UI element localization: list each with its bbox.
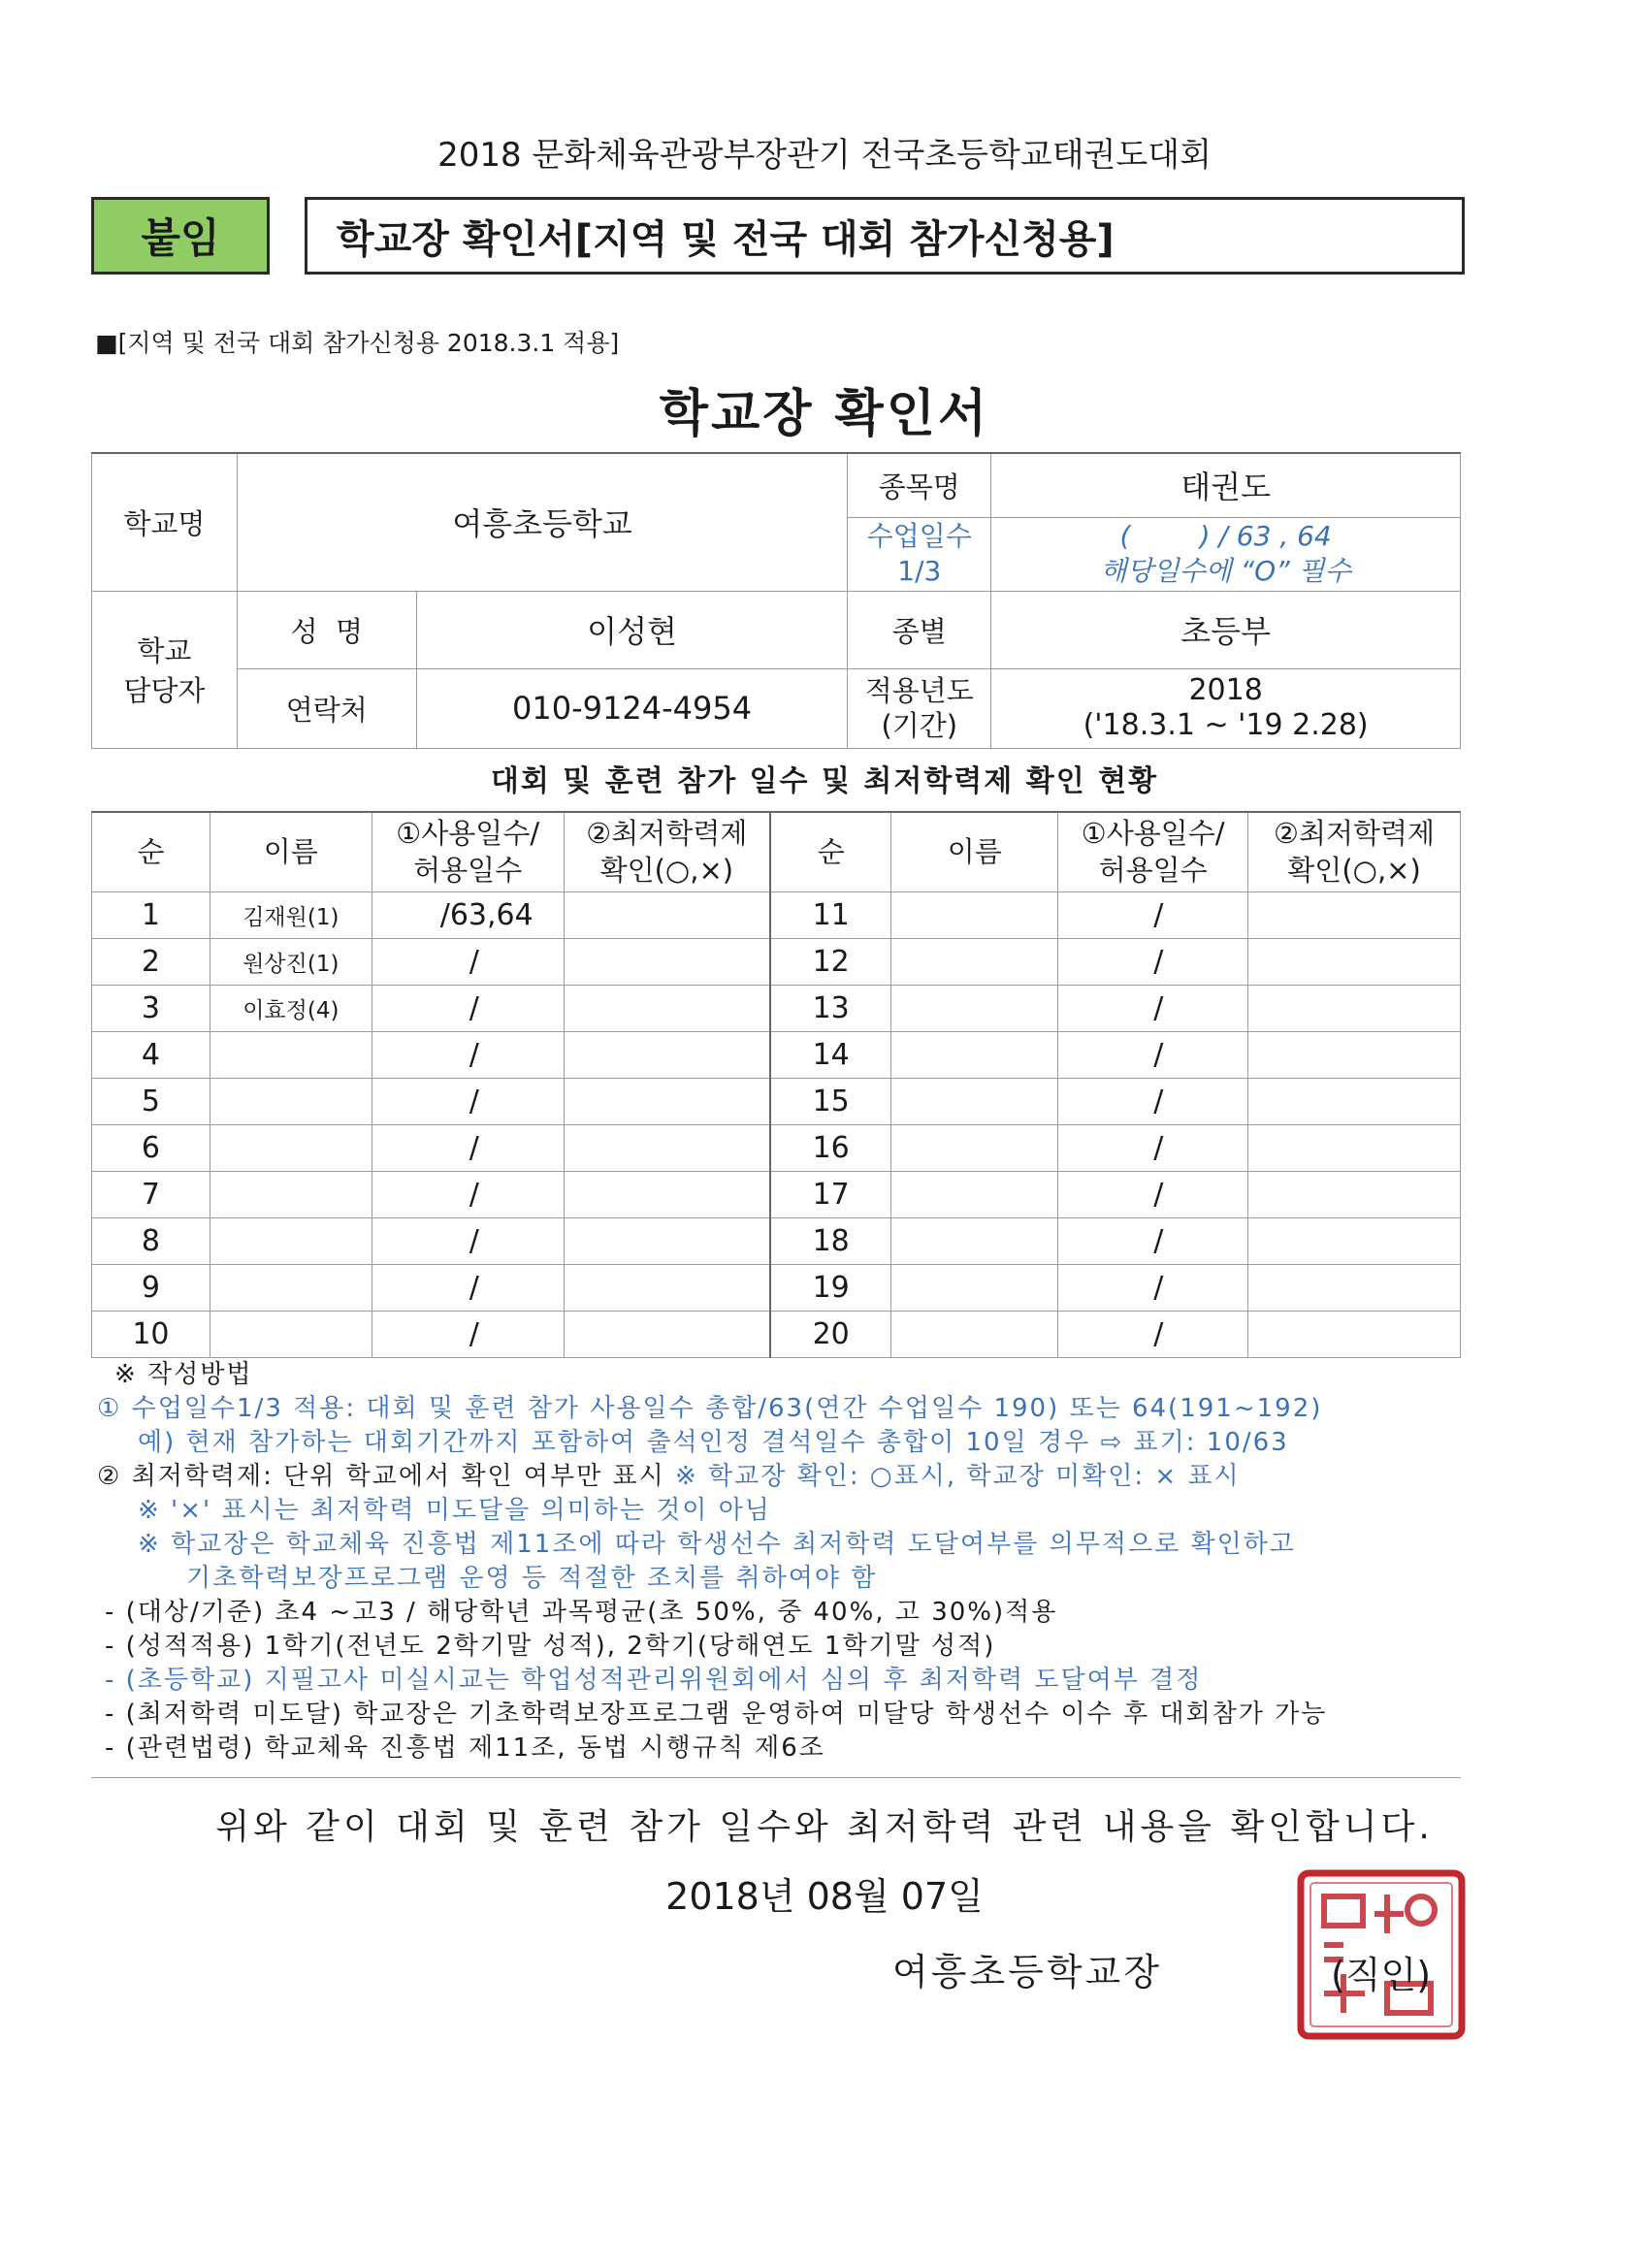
row-no: 3	[92, 985, 210, 1031]
row-no: 15	[770, 1078, 891, 1124]
contact-label: 연락처	[237, 668, 416, 748]
note-1: ① 수업일수1/3 적용: 대회 및 훈련 참가 사용일수 총합/63(연간 수업일수 190) 또는 64(191~192)	[97, 1394, 1323, 1423]
row-days: /	[1058, 1124, 1248, 1171]
row-days: /	[372, 985, 564, 1031]
row-no: 4	[92, 1031, 210, 1078]
row-min	[564, 985, 770, 1031]
row-no: 16	[770, 1124, 891, 1171]
row-days: /	[1058, 1311, 1248, 1357]
row-days: /	[1058, 1031, 1248, 1078]
event-title: 2018 문화체육관광부장관기 전국초등학교태권도대회	[437, 136, 1212, 175]
row-name: 원상진(1)	[210, 938, 372, 985]
row-name: 이효정(4)	[210, 985, 372, 1031]
row-days: /	[1058, 1171, 1248, 1217]
row-no: 10	[92, 1311, 210, 1357]
row-days: /63,64	[372, 891, 564, 938]
row-min	[1248, 985, 1461, 1031]
school-value: 여흥초등학교	[237, 453, 848, 591]
note-2-law-cont: 기초학력보장프로그램 운영 등 적절한 조치를 취하여야 함	[186, 1564, 878, 1593]
row-days: /	[372, 1078, 564, 1124]
table-row	[92, 1264, 1461, 1311]
col-min: ②최저학력제 확인(○,×)	[1248, 812, 1461, 891]
row-days: /	[372, 1031, 564, 1078]
row-name	[210, 1124, 372, 1171]
col-days: ①사용일수/ 허용일수	[372, 812, 564, 891]
row-no: 13	[770, 985, 891, 1031]
row-name	[891, 1031, 1058, 1078]
year-label: 적용년도 (기간)	[848, 668, 991, 748]
section-title: 대회 및 훈련 참가 일수 및 최저학력제 확인 현황	[490, 764, 1159, 798]
row-days: /	[372, 1311, 564, 1357]
row-no: 14	[770, 1031, 891, 1078]
row-name	[891, 1124, 1058, 1171]
row-no: 6	[92, 1124, 210, 1171]
row-min	[564, 1311, 770, 1357]
note-2-law: ※ 학교장은 학교체육 진흥법 제11조에 따라 학생선수 최저학력 도달여부를 의무적으로 확인하고	[138, 1530, 1296, 1559]
name-label: 성 명	[237, 591, 416, 668]
row-min	[564, 1031, 770, 1078]
col-min: ②최저학력제 확인(○,×)	[564, 812, 770, 891]
row-min	[564, 938, 770, 985]
row-days: /	[372, 1171, 564, 1217]
row-no: 9	[92, 1264, 210, 1311]
attachment-tag: 붙임	[91, 197, 270, 275]
note-1-example: 예) 현재 참가하는 대회기간까지 포함하여 출석인정 결석일수 총합이 10일 경우 ⇨ 표기: 10/63	[138, 1428, 1289, 1457]
class-days-label: 수업일수 1/3	[848, 517, 991, 591]
row-min	[564, 1124, 770, 1171]
row-days: /	[1058, 985, 1248, 1031]
row-days: /	[372, 938, 564, 985]
main-title: 학교장 확인서	[659, 385, 990, 443]
note-2: ② 최저학력제: 단위 학교에서 확인 여부만 표시 ※ 학교장 확인: ○표시, 학교장 미확인: × 표시	[97, 1462, 1241, 1491]
table-row	[92, 1124, 1461, 1171]
sport-label: 종목명	[848, 453, 991, 517]
row-days: /	[1058, 1264, 1248, 1311]
row-name	[210, 1078, 372, 1124]
row-min	[564, 1264, 770, 1311]
row-min	[1248, 1171, 1461, 1217]
form-note: ■[지역 및 전국 대회 참가신청용 2018.3.1 적용]	[95, 329, 620, 357]
table-row	[92, 1078, 1461, 1124]
row-name	[891, 1264, 1058, 1311]
seal-label: (직인)	[1331, 1954, 1432, 1996]
row-min	[1248, 891, 1461, 938]
detail-target: - (대상/기준) 초4 ~고3 / 해당학년 과목평균(초 50%, 중 40%, 고 30%)적용	[105, 1598, 1058, 1627]
row-name	[210, 1311, 372, 1357]
signer-title: 여흥초등학교장	[892, 1951, 1162, 1993]
year-value: 2018 ('18.3.1 ~ '19 2.28)	[991, 668, 1461, 748]
manager-label: 학교 담당자	[92, 591, 238, 748]
row-days: /	[1058, 938, 1248, 985]
col-name: 이름	[891, 812, 1058, 891]
row-min	[1248, 1311, 1461, 1357]
row-days: /	[1058, 891, 1248, 938]
row-no: 8	[92, 1217, 210, 1264]
school-info-table	[91, 452, 1461, 749]
row-no: 11	[770, 891, 891, 938]
row-name	[210, 1171, 372, 1217]
col-no: 순	[770, 812, 891, 891]
detail-law: - (관련법령) 학교체육 진흥법 제11조, 동법 시행규칙 제6조	[105, 1733, 825, 1763]
row-days: /	[372, 1124, 564, 1171]
row-days: /	[372, 1264, 564, 1311]
row-name	[891, 1078, 1058, 1124]
row-days: /	[1058, 1217, 1248, 1264]
row-min	[564, 891, 770, 938]
row-no: 12	[770, 938, 891, 985]
division-value: 초등부	[991, 591, 1461, 668]
row-no: 2	[92, 938, 210, 985]
row-no: 7	[92, 1171, 210, 1217]
row-min	[564, 1217, 770, 1264]
table-row	[92, 985, 1461, 1031]
row-min	[1248, 1078, 1461, 1124]
row-name	[210, 1264, 372, 1311]
document-heading: 학교장 확인서[지역 및 전국 대회 참가신청용]	[305, 197, 1465, 275]
row-name	[891, 938, 1058, 985]
row-name: 김재원(1)	[210, 891, 372, 938]
sport-value: 태권도	[991, 453, 1461, 517]
table-row	[92, 1171, 1461, 1217]
row-days: /	[1058, 1078, 1248, 1124]
class-days-value: ( ) / 63 , 64 해당일수에 “O” 필수	[991, 517, 1461, 591]
name-value: 이성현	[416, 591, 848, 668]
table-row	[92, 1031, 1461, 1078]
row-no: 17	[770, 1171, 891, 1217]
row-name	[210, 1217, 372, 1264]
detail-elementary: - (초등학교) 지필고사 미실시교는 학업성적관리위원회에서 심의 후 최저학력 도달여부 결정	[105, 1666, 1203, 1695]
contact-value: 010-9124-4954	[416, 668, 848, 748]
row-no: 19	[770, 1264, 891, 1311]
row-no: 18	[770, 1217, 891, 1264]
table-row	[92, 891, 1461, 938]
row-name	[891, 1171, 1058, 1217]
instructions	[97, 1358, 1474, 1766]
detail-grades: - (성적적용) 1학기(전년도 2학기말 성적), 2학기(당해연도 1학기말 성적)	[105, 1632, 996, 1661]
division-label: 종별	[848, 591, 991, 668]
school-label: 학교명	[92, 453, 238, 591]
row-no: 20	[770, 1311, 891, 1357]
note-2-remark: ※ '×' 표시는 최저학력 미도달을 의미하는 것이 아님	[138, 1496, 771, 1525]
row-min	[564, 1078, 770, 1124]
row-name	[891, 1311, 1058, 1357]
row-no: 5	[92, 1078, 210, 1124]
row-name	[891, 1217, 1058, 1264]
row-min	[1248, 1217, 1461, 1264]
row-name	[891, 985, 1058, 1031]
notes-heading: ※ 작성방법	[114, 1360, 253, 1389]
row-days: /	[372, 1217, 564, 1264]
row-no: 1	[92, 891, 210, 938]
row-min	[1248, 938, 1461, 985]
row-min	[564, 1171, 770, 1217]
col-no: 순	[92, 812, 210, 891]
row-min	[1248, 1031, 1461, 1078]
detail-shortfall: - (최저학력 미도달) 학교장은 기초학력보장프로그램 운영하여 미달당 학생선수 이수 후 대회참가 가능	[105, 1700, 1328, 1729]
row-name	[891, 891, 1058, 938]
participation-table	[91, 811, 1461, 1358]
confirmation-statement: 위와 같이 대회 및 훈련 참가 일수와 최저학력 관련 내용을 확인합니다.	[215, 1807, 1434, 1847]
col-days: ①사용일수/ 허용일수	[1058, 812, 1248, 891]
table-row	[92, 938, 1461, 985]
row-min	[1248, 1124, 1461, 1171]
confirmation-date: 2018년 08월 07일	[665, 1875, 984, 1918]
table-row	[92, 1217, 1461, 1264]
row-name	[210, 1031, 372, 1078]
col-name: 이름	[210, 812, 372, 891]
divider	[91, 1777, 1461, 1778]
table-row	[92, 1311, 1461, 1357]
row-min	[1248, 1264, 1461, 1311]
